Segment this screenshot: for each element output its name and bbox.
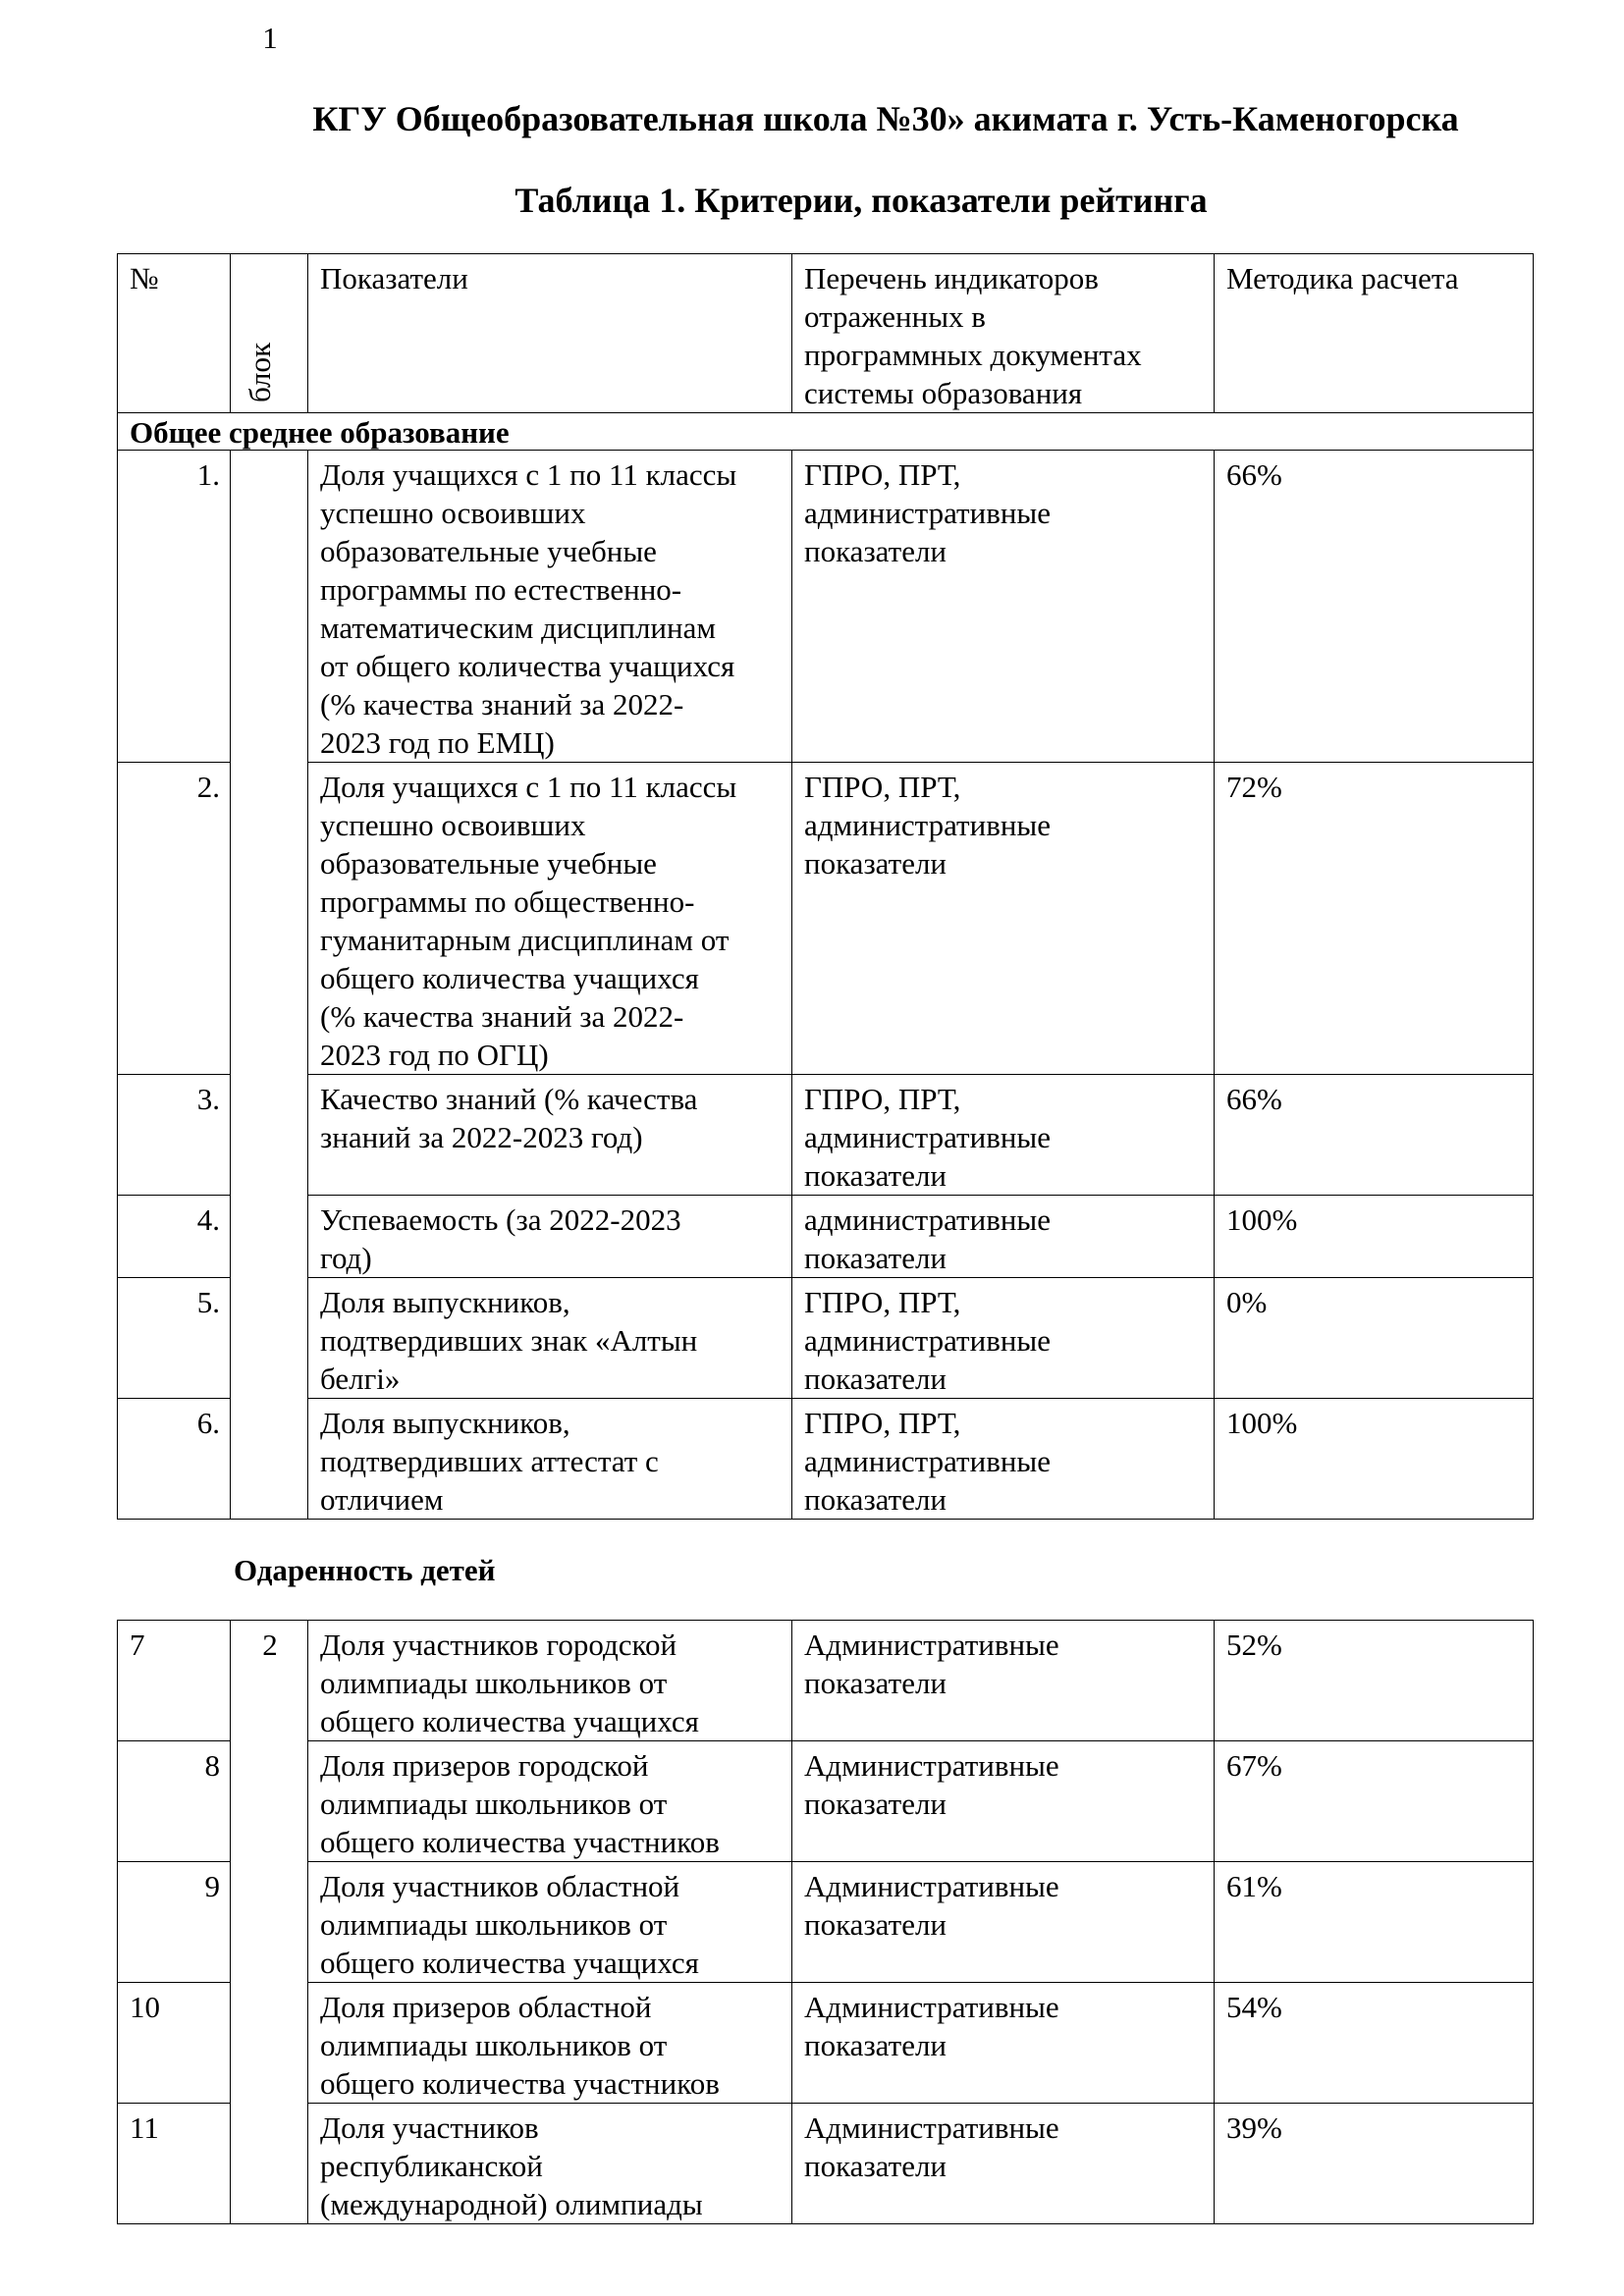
row-num: 9 xyxy=(118,1862,231,1983)
row-value: 66% xyxy=(1215,451,1534,763)
cell-line: показатели xyxy=(804,1907,947,1942)
row-num: 2. xyxy=(118,763,231,1075)
cell-line: показатели xyxy=(804,2028,947,2062)
row-source xyxy=(792,1278,1215,1399)
cell-line: отраженных в xyxy=(804,299,986,334)
row-num: 3. xyxy=(118,1075,231,1196)
table-row xyxy=(118,1741,1534,1862)
header-list xyxy=(792,254,1215,413)
row-value: 66% xyxy=(1215,1075,1534,1196)
cell-line: образовательные учебные xyxy=(320,534,657,568)
row-num: 10 xyxy=(118,1983,231,2104)
header-indicators: Показатели xyxy=(308,254,792,413)
header-method: Методика расчета xyxy=(1215,254,1534,413)
cell-line: Административные xyxy=(804,2110,1059,2145)
cell-line: Административные xyxy=(804,1990,1059,2024)
giftedness-table xyxy=(117,1620,1534,2224)
cell-line: программных документах xyxy=(804,338,1142,372)
table-row xyxy=(118,1399,1534,1520)
cell-line: Административные xyxy=(804,1628,1059,1662)
row-source xyxy=(792,1075,1215,1196)
header-blok-label: блок xyxy=(243,342,277,402)
cell-line: административные xyxy=(804,1444,1052,1478)
row-indicator xyxy=(308,1399,792,1520)
table-title: Таблица 1. Критерии, показатели рейтинга xyxy=(514,181,1208,220)
cell-line: общего количества учащихся xyxy=(320,961,699,995)
cell-line: Доля призеров городской xyxy=(320,1748,649,1783)
cell-line: Доля учащихся с 1 по 11 классы xyxy=(320,770,737,804)
cell-line: знаний за 2022-2023 год) xyxy=(320,1120,643,1154)
cell-line: образовательные учебные xyxy=(320,846,657,881)
row-source xyxy=(792,1983,1215,2104)
cell-line: (международной) олимпиады xyxy=(320,2187,703,2221)
cell-line: показатели xyxy=(804,1666,947,1700)
table-row xyxy=(118,763,1534,1075)
row-source xyxy=(792,763,1215,1075)
cell-line: Качество знаний (% качества xyxy=(320,1082,698,1116)
cell-line: от общего количества учащихся xyxy=(320,649,735,683)
document-title: КГУ Общеобразовательная школа №30» акимата г. Усть-Каменогорска xyxy=(312,99,1459,138)
cell-line: общего количества участников xyxy=(320,1825,720,1859)
row-source xyxy=(792,2104,1215,2224)
cell-line: математическим дисциплинам xyxy=(320,611,716,645)
cell-line: год) xyxy=(320,1241,372,1275)
cell-line: программы по естественно- xyxy=(320,572,682,607)
cell-line: показатели xyxy=(804,1482,947,1517)
cell-line: Доля выпускников, xyxy=(320,1285,570,1319)
cell-line: подтвердивших аттестат с xyxy=(320,1444,659,1478)
row-value: 52% xyxy=(1215,1621,1534,1741)
row-indicator xyxy=(308,1075,792,1196)
cell-line: Перечень индикаторов xyxy=(804,261,1099,295)
row-source xyxy=(792,451,1215,763)
header-blok xyxy=(231,254,308,413)
cell-line: показатели xyxy=(804,1241,947,1275)
section-row xyxy=(118,413,1534,451)
cell-line: (% качества знаний за 2022- xyxy=(320,999,684,1034)
table-row xyxy=(118,1621,1534,1741)
cell-line: показатели xyxy=(804,2149,947,2183)
row-value: 67% xyxy=(1215,1741,1534,1862)
cell-line: показатели xyxy=(804,1158,947,1193)
row-num: 11 xyxy=(118,2104,231,2224)
cell-line: показатели xyxy=(804,1787,947,1821)
row-value: 39% xyxy=(1215,2104,1534,2224)
cell-line: Доля выпускников, xyxy=(320,1406,570,1440)
cell-line: общего количества учащихся xyxy=(320,1946,699,1980)
cell-line: Административные xyxy=(804,1869,1059,1903)
cell-line: олимпиады школьников от xyxy=(320,1666,668,1700)
cell-line: (% качества знаний за 2022- xyxy=(320,687,684,721)
row-num: 7 xyxy=(118,1621,231,1741)
cell-line: Доля участников областной xyxy=(320,1869,680,1903)
cell-line: олимпиады школьников от xyxy=(320,1787,668,1821)
row-value: 54% xyxy=(1215,1983,1534,2104)
cell-line: ГПРО, ПРТ, xyxy=(804,457,961,492)
row-value: 100% xyxy=(1215,1399,1534,1520)
cell-line: административные xyxy=(804,1323,1052,1358)
section-label: Общее среднее образование xyxy=(118,413,1534,451)
row-indicator xyxy=(308,1983,792,2104)
row-num: 1. xyxy=(118,451,231,763)
table-row xyxy=(118,1075,1534,1196)
cell-line: 2023 год по ЕМЦ) xyxy=(320,725,555,760)
cell-line: успешно освоивших xyxy=(320,496,586,530)
header-num: № xyxy=(118,254,231,413)
cell-line: программы по общественно- xyxy=(320,884,695,919)
row-indicator xyxy=(308,1278,792,1399)
table-row xyxy=(118,1862,1534,1983)
blok-value: 1 xyxy=(262,21,278,55)
cell-line: административные xyxy=(804,1202,1052,1237)
row-value: 61% xyxy=(1215,1862,1534,1983)
cell-line: общего количества учащихся xyxy=(320,1704,699,1738)
row-indicator xyxy=(308,1621,792,1741)
table-row xyxy=(118,1278,1534,1399)
table-row xyxy=(118,1196,1534,1278)
row-value: 0% xyxy=(1215,1278,1534,1399)
table-row xyxy=(118,2104,1534,2224)
table-row xyxy=(118,1983,1534,2104)
row-source xyxy=(792,1621,1215,1741)
cell-line: подтвердивших знак «Алтын xyxy=(320,1323,698,1358)
cell-line: показатели xyxy=(804,846,947,881)
row-value: 72% xyxy=(1215,763,1534,1075)
cell-line: республиканской xyxy=(320,2149,543,2183)
cell-line: ГПРО, ПРТ, xyxy=(804,1285,961,1319)
blok-value: 2 xyxy=(262,1628,278,1662)
cell-line: показатели xyxy=(804,1362,947,1396)
cell-line: гуманитарным дисциплинам от xyxy=(320,923,730,957)
cell-line: Доля участников городской xyxy=(320,1628,677,1662)
cell-line: отличием xyxy=(320,1482,444,1517)
cell-line: ГПРО, ПРТ, xyxy=(804,770,961,804)
cell-line: показатели xyxy=(804,534,947,568)
row-num: 4. xyxy=(118,1196,231,1278)
row-num: 5. xyxy=(118,1278,231,1399)
row-indicator xyxy=(308,1741,792,1862)
row-indicator xyxy=(308,2104,792,2224)
cell-line: административные xyxy=(804,808,1052,842)
cell-line: Доля призеров областной xyxy=(320,1990,652,2024)
cell-line: ГПРО, ПРТ, xyxy=(804,1082,961,1116)
blok-cell xyxy=(231,1621,308,2224)
row-indicator xyxy=(308,451,792,763)
row-num: 6. xyxy=(118,1399,231,1520)
section-heading: Одаренность детей xyxy=(234,1553,496,1587)
table-header-row xyxy=(118,254,1534,413)
cell-line: успешно освоивших xyxy=(320,808,586,842)
row-source xyxy=(792,1399,1215,1520)
row-source xyxy=(792,1862,1215,1983)
cell-line: Доля учащихся с 1 по 11 классы xyxy=(320,457,737,492)
row-source xyxy=(792,1741,1215,1862)
cell-line: олимпиады школьников от xyxy=(320,2028,668,2062)
row-indicator xyxy=(308,1196,792,1278)
cell-line: олимпиады школьников от xyxy=(320,1907,668,1942)
cell-line: Доля участников xyxy=(320,2110,539,2145)
cell-line: административные xyxy=(804,1120,1052,1154)
table-row xyxy=(118,451,1534,763)
row-value: 100% xyxy=(1215,1196,1534,1278)
cell-line: ГПРО, ПРТ, xyxy=(804,1406,961,1440)
row-indicator xyxy=(308,763,792,1075)
cell-line: белгі» xyxy=(320,1362,401,1396)
cell-line: административные xyxy=(804,496,1052,530)
cell-line: системы образования xyxy=(804,376,1083,410)
cell-line: Успеваемость (за 2022-2023 xyxy=(320,1202,681,1237)
cell-line: общего количества участников xyxy=(320,2066,720,2101)
row-num: 8 xyxy=(118,1741,231,1862)
cell-line: 2023 год по ОГЦ) xyxy=(320,1038,549,1072)
cell-line: Административные xyxy=(804,1748,1059,1783)
row-indicator xyxy=(308,1862,792,1983)
row-source xyxy=(792,1196,1215,1278)
